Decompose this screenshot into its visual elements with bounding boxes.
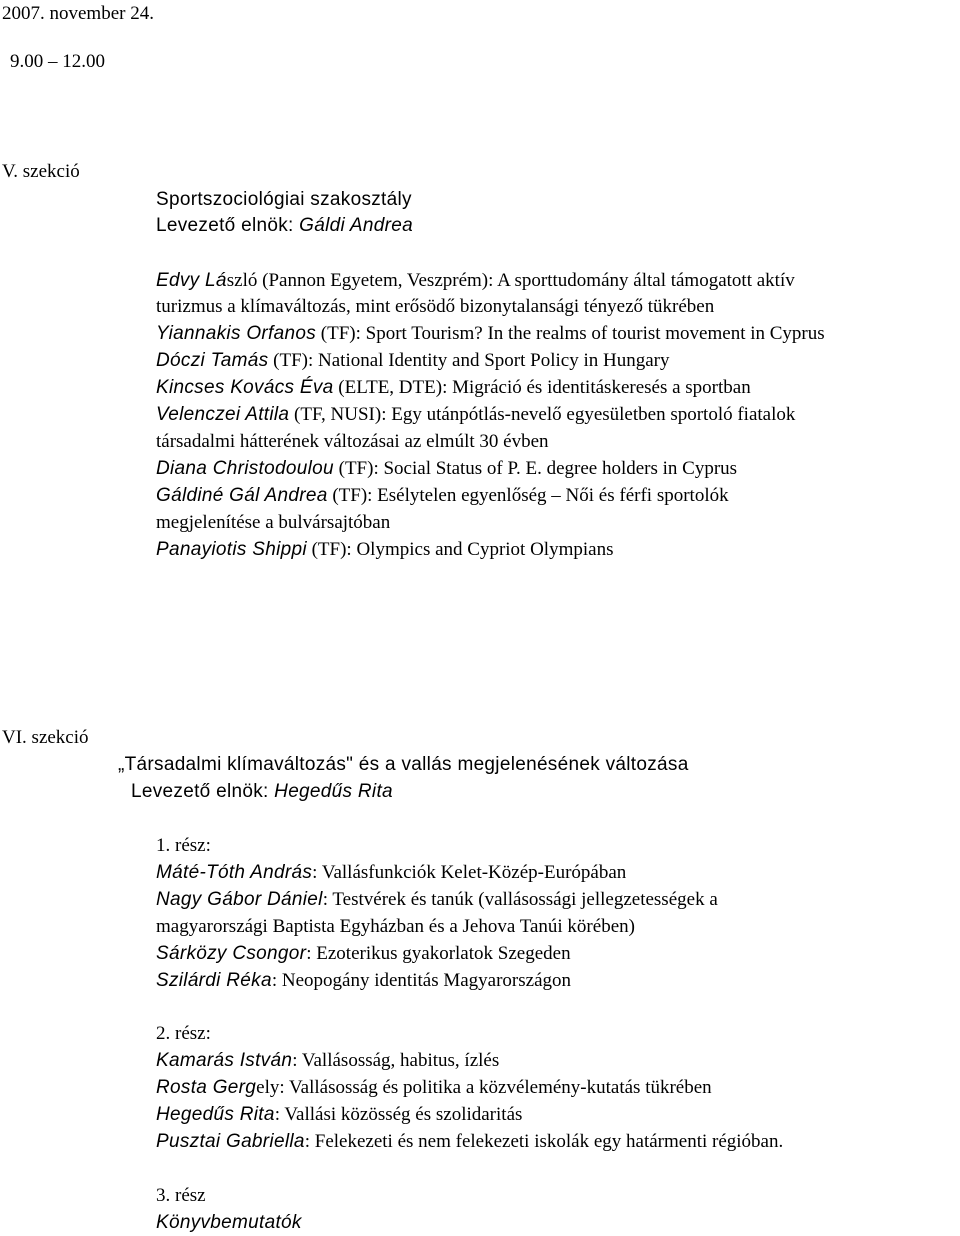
talk-line [156,1074,712,1101]
part-1-label: 1. rész: [156,835,211,856]
talk-line-cont: társadalmi hátterének változásai az elmúlt 30 évben [156,431,549,452]
talk-line [156,859,626,886]
talk-title: (TF): Olympics and Cypriot Olympians [306,539,614,560]
talk-title: : Testvérek és tanúk (vallásossági jellegzetességek a [322,889,718,910]
talk-line [156,320,825,347]
talk-title: : Vallásfunkciók Kelet-Közép-Európában [312,862,627,883]
section-vi-title: VI. szekció [2,727,89,748]
talk-author: Kincses Kovács Éva [156,377,334,398]
talk-author: Dóczi Tamás [156,350,269,371]
talk-line-cont: magyarországi Baptista Egyházban és a Jehova Tanúi körében) [156,916,635,937]
section-v-chair [156,212,413,239]
talk-line [156,967,571,994]
talk-line [156,401,795,428]
section-vi-chair [131,778,393,805]
talk-author: Panayiotis Shippi [156,539,307,560]
talk-author: Rosta Gerg [156,1077,257,1098]
talk-line [156,347,669,374]
talk-author: Edvy Lá [156,270,227,291]
talk-title-cont: In the realms of tourist movement in Cyprus [482,323,825,344]
talk-author: Szilárdi Réka [156,970,272,991]
talk-title: (TF, NUSI): Egy utánpótlás-nevelő egyesületben sportoló fiatalok [289,404,796,425]
talk-author: Gáldiné Gál Andrea [156,485,328,506]
talk-title: (TF): Social Status of P. E. degree holders in Cyprus [333,458,738,479]
chair-prefix: Levezető elnök: [131,781,275,802]
talk-author: Nagy Gábor Dániel [156,889,323,910]
part-3-label: 3. rész [156,1185,206,1206]
talk-title: (TF): Sport Tourism? [316,323,483,344]
talk-line [156,536,613,563]
section-vi-subtitle: „Társadalmi klímaváltozás" és a vallás megjelenésének változása [118,754,689,775]
talk-author: Kamarás István [156,1050,293,1071]
talk-line-cont: megjelenítése a bulvársajtóban [156,512,391,533]
talk-title: (TF): Esélytelen egyenlőség – Női és férfi sportolók [327,485,729,506]
talk-title: : Vallási közösség és szolidaritás [274,1104,523,1125]
talk-title: : Felekezeti és nem felekezeti iskolák egy határmenti régióban. [304,1131,784,1152]
talk-line [156,267,795,294]
talk-line [156,374,751,401]
talk-line [156,1047,499,1074]
time-line: 9.00 – 12.00 [10,51,105,72]
talk-title: : Vallásosság, habitus, ízlés [292,1050,500,1071]
talk-line [156,1101,522,1128]
chair-prefix: Levezető elnök: [156,215,300,236]
talk-title: (ELTE, DTE): Migráció és identitáskeresés a sportban [333,377,751,398]
talk-author: Yiannakis Orfanos [156,323,317,344]
chair-name: Hegedűs Rita [274,781,393,802]
talk-title: : Ezoterikus gyakorlatok Szegeden [306,943,571,964]
talk-line [156,1128,783,1155]
talk-author: Pusztai Gabriella [156,1131,305,1152]
section-v-title: V. szekció [2,161,80,182]
talk-line [156,455,737,482]
talk-title: : Neopogány identitás Magyarországon [271,970,572,991]
talk-author: Sárközy Csongor [156,943,307,964]
talk-author: Diana Christodoulou [156,458,334,479]
talk-line-cont: turizmus a klímaváltozás, mint erősödő bizonytalansági tényező tükrében [156,296,715,317]
section-v-subsection: Sportszociológiai szakosztály [156,189,412,210]
chair-name: Gáldi Andrea [299,215,413,236]
talk-author: Velenczei Attila [156,404,290,425]
talk-line [156,940,571,967]
talk-line [156,886,718,913]
talk-title: szló (Pannon Egyetem, Veszprém): A sporttudomány által támogatott aktív [226,270,795,291]
date-line: 2007. november 24. [2,3,154,24]
talk-title: (TF): National Identity and Sport Policy in Hungary [268,350,670,371]
talk-author: Hegedűs Rita [156,1104,275,1125]
part-3-item: Könyvbemutatók [156,1212,302,1233]
talk-title: ely: Vallásosság és politika a közvélemény-kutatás tükrében [256,1077,712,1098]
talk-line [156,482,729,509]
part-2-label: 2. rész: [156,1023,211,1044]
talk-author: Máté-Tóth András [156,862,313,883]
